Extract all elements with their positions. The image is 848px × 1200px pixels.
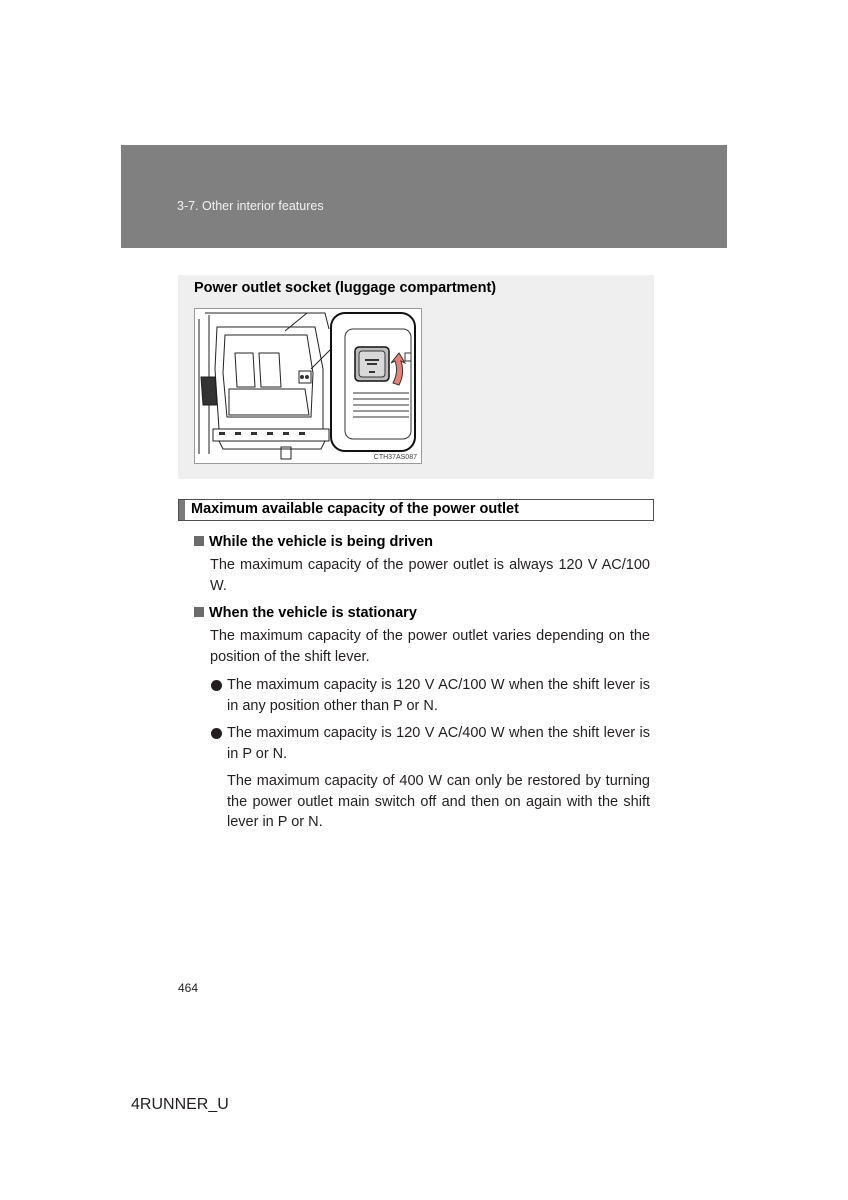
subheading-driven xyxy=(194,534,433,550)
page-number: 464 xyxy=(178,981,199,995)
round-bullet-icon xyxy=(211,680,222,691)
bullet-item: The maximum capacity is 120 V AC/100 W when the shift lever is in any position other than P or N. xyxy=(227,677,650,714)
subheading-driven-text: While the vehicle is being driven xyxy=(209,534,433,550)
section-breadcrumb: 3-7. Other interior features xyxy=(177,199,324,213)
heading-accent xyxy=(179,500,185,520)
square-bullet-icon xyxy=(194,536,204,546)
driven-paragraph: The maximum capacity of the power outlet is always 120 V AC/100 W. xyxy=(210,557,650,594)
chapter-header-band xyxy=(121,145,727,248)
vehicle-rear-drawing xyxy=(195,309,421,463)
restore-note: The maximum capacity of 400 W can only be restored by turning the power outlet main switch off and then on again with the shift lever in P or N. xyxy=(227,773,650,830)
bullet-item: The maximum capacity is 120 V AC/400 W when the shift lever is in P or N. xyxy=(227,725,650,762)
square-bullet-icon xyxy=(194,607,204,617)
round-bullet-icon xyxy=(211,728,222,739)
section-heading: Maximum available capacity of the power outlet xyxy=(191,501,519,517)
figure-title: Power outlet socket (luggage compartment) xyxy=(194,280,497,296)
luggage-outlet-illustration xyxy=(194,308,422,464)
stationary-paragraph: The maximum capacity of the power outlet varies depending on the position of the shift lever. xyxy=(210,628,650,665)
subheading-stationary xyxy=(194,605,417,621)
subheading-stationary-text: When the vehicle is stationary xyxy=(209,605,417,621)
figure-code: CTH37AS087 xyxy=(373,454,417,461)
figure-panel xyxy=(178,275,654,479)
document-footer: 4RUNNER_U xyxy=(131,1096,229,1113)
section-heading-bar xyxy=(178,499,654,521)
